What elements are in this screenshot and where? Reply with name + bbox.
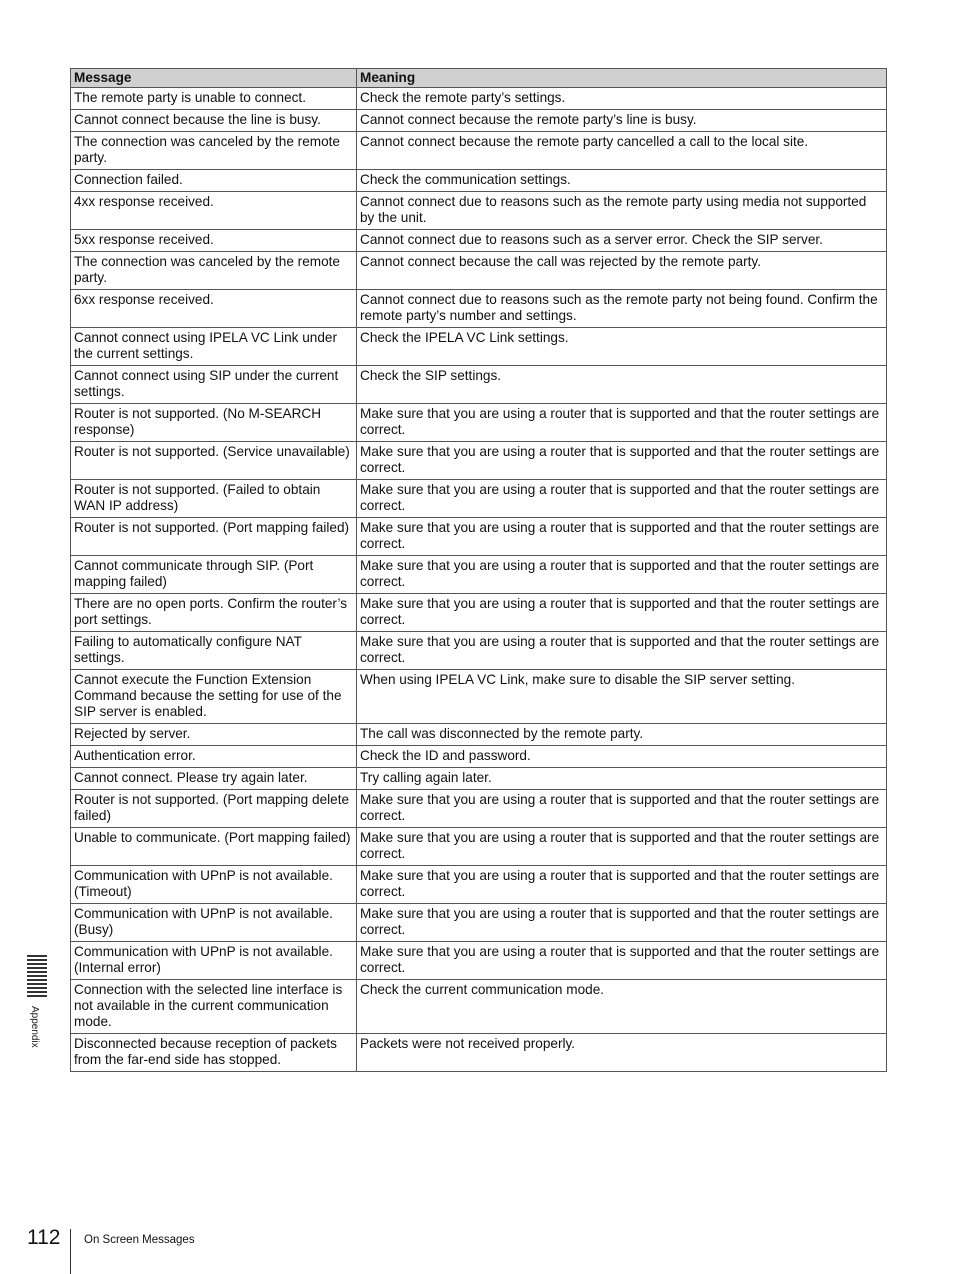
meaning-cell: Check the communication settings.: [357, 170, 887, 192]
message-cell: Router is not supported. (Port mapping delete failed): [71, 790, 357, 828]
meaning-cell: Try calling again later.: [357, 768, 887, 790]
table-row: [71, 252, 887, 290]
meaning-cell: Make sure that you are using a router that is supported and that the router settings are correct.: [357, 594, 887, 632]
meaning-cell: Make sure that you are using a router that is supported and that the router settings are correct.: [357, 828, 887, 866]
message-cell: Router is not supported. (Failed to obtain WAN IP address): [71, 480, 357, 518]
table-row: [71, 746, 887, 768]
message-cell: Communication with UPnP is not available. (Timeout): [71, 866, 357, 904]
table-row: [71, 866, 887, 904]
table-row: [71, 1034, 887, 1072]
table-row: [71, 828, 887, 866]
meaning-cell: Packets were not received properly.: [357, 1034, 887, 1072]
message-cell: 6xx response received.: [71, 290, 357, 328]
message-cell: Rejected by server.: [71, 724, 357, 746]
message-cell: Cannot communicate through SIP. (Port mapping failed): [71, 556, 357, 594]
meaning-cell: Make sure that you are using a router that is supported and that the router settings are correct.: [357, 480, 887, 518]
message-cell: Communication with UPnP is not available. (Internal error): [71, 942, 357, 980]
message-cell: Disconnected because reception of packets from the far-end side has stopped.: [71, 1034, 357, 1072]
column-header-message: Message: [71, 69, 357, 88]
message-cell: Failing to automatically configure NAT settings.: [71, 632, 357, 670]
meaning-cell: Make sure that you are using a router that is supported and that the router settings are correct.: [357, 404, 887, 442]
meaning-cell: Cannot connect because the call was rejected by the remote party.: [357, 252, 887, 290]
message-cell: The connection was canceled by the remote party.: [71, 252, 357, 290]
table-row: [71, 556, 887, 594]
column-header-meaning: Meaning: [357, 69, 887, 88]
meaning-cell: Cannot connect due to reasons such as a server error. Check the SIP server.: [357, 230, 887, 252]
table-row: [71, 724, 887, 746]
message-cell: The connection was canceled by the remote party.: [71, 132, 357, 170]
table-row: [71, 170, 887, 192]
table-row: [71, 366, 887, 404]
message-cell: 4xx response received.: [71, 192, 357, 230]
message-cell: Authentication error.: [71, 746, 357, 768]
table-row: [71, 328, 887, 366]
meaning-cell: Make sure that you are using a router that is supported and that the router settings are correct.: [357, 556, 887, 594]
meaning-cell: Cannot connect due to reasons such as the remote party using media not supported by the unit.: [357, 192, 887, 230]
message-cell: Router is not supported. (Service unavailable): [71, 442, 357, 480]
message-cell: Connection failed.: [71, 170, 357, 192]
table-row: [71, 88, 887, 110]
meaning-cell: Make sure that you are using a router that is supported and that the router settings are correct.: [357, 632, 887, 670]
section-thumb-tab: [27, 955, 47, 999]
message-cell: Unable to communicate. (Port mapping failed): [71, 828, 357, 866]
meaning-cell: Make sure that you are using a router that is supported and that the router settings are correct.: [357, 904, 887, 942]
table-row: [71, 404, 887, 442]
message-cell: The remote party is unable to connect.: [71, 88, 357, 110]
meaning-cell: Cannot connect because the remote party cancelled a call to the local site.: [357, 132, 887, 170]
meaning-cell: Check the current communication mode.: [357, 980, 887, 1034]
message-cell: Cannot connect using IPELA VC Link under the current settings.: [71, 328, 357, 366]
message-cell: Cannot connect using SIP under the current settings.: [71, 366, 357, 404]
table-row: [71, 790, 887, 828]
message-cell: 5xx response received.: [71, 230, 357, 252]
footer-title: On Screen Messages: [84, 1234, 195, 1246]
table-row: [71, 132, 887, 170]
meaning-cell: The call was disconnected by the remote party.: [357, 724, 887, 746]
message-cell: Router is not supported. (Port mapping failed): [71, 518, 357, 556]
page-number: 112: [27, 1226, 61, 1249]
meaning-cell: Cannot connect because the remote party’s line is busy.: [357, 110, 887, 132]
meaning-cell: Make sure that you are using a router that is supported and that the router settings are correct.: [357, 866, 887, 904]
table-row: [71, 942, 887, 980]
table-row: [71, 518, 887, 556]
footer-divider: [70, 1229, 71, 1274]
table-row: [71, 290, 887, 328]
meaning-cell: Check the remote party’s settings.: [357, 88, 887, 110]
table-row: [71, 632, 887, 670]
meaning-cell: Check the IPELA VC Link settings.: [357, 328, 887, 366]
message-cell: Communication with UPnP is not available. (Busy): [71, 904, 357, 942]
table-row: [71, 980, 887, 1034]
message-cell: Router is not supported. (No M-SEARCH response): [71, 404, 357, 442]
meaning-cell: Check the ID and password.: [357, 746, 887, 768]
message-cell: Connection with the selected line interface is not available in the current communication mode.: [71, 980, 357, 1034]
meaning-cell: Make sure that you are using a router that is supported and that the router settings are correct.: [357, 518, 887, 556]
table-body: [71, 88, 887, 1072]
section-label: Appendix: [29, 1006, 40, 1048]
table-row: [71, 230, 887, 252]
table-row: [71, 768, 887, 790]
table-row: [71, 904, 887, 942]
message-cell: Cannot connect. Please try again later.: [71, 768, 357, 790]
meaning-cell: Check the SIP settings.: [357, 366, 887, 404]
message-cell: Cannot execute the Function Extension Command because the setting for use of the SIP server is enabled.: [71, 670, 357, 724]
meaning-cell: When using IPELA VC Link, make sure to disable the SIP server setting.: [357, 670, 887, 724]
message-cell: There are no open ports. Confirm the router’s port settings.: [71, 594, 357, 632]
messages-table: [70, 68, 887, 1072]
message-cell: Cannot connect because the line is busy.: [71, 110, 357, 132]
table-row: [71, 594, 887, 632]
table-row: [71, 480, 887, 518]
table-row: [71, 110, 887, 132]
table-row: [71, 442, 887, 480]
table-row: [71, 670, 887, 724]
meaning-cell: Make sure that you are using a router that is supported and that the router settings are correct.: [357, 790, 887, 828]
meaning-cell: Make sure that you are using a router that is supported and that the router settings are correct.: [357, 942, 887, 980]
meaning-cell: Make sure that you are using a router that is supported and that the router settings are correct.: [357, 442, 887, 480]
meaning-cell: Cannot connect due to reasons such as the remote party not being found. Confirm the remote party’s number and settings.: [357, 290, 887, 328]
table-row: [71, 192, 887, 230]
table-header-row: [71, 69, 887, 88]
